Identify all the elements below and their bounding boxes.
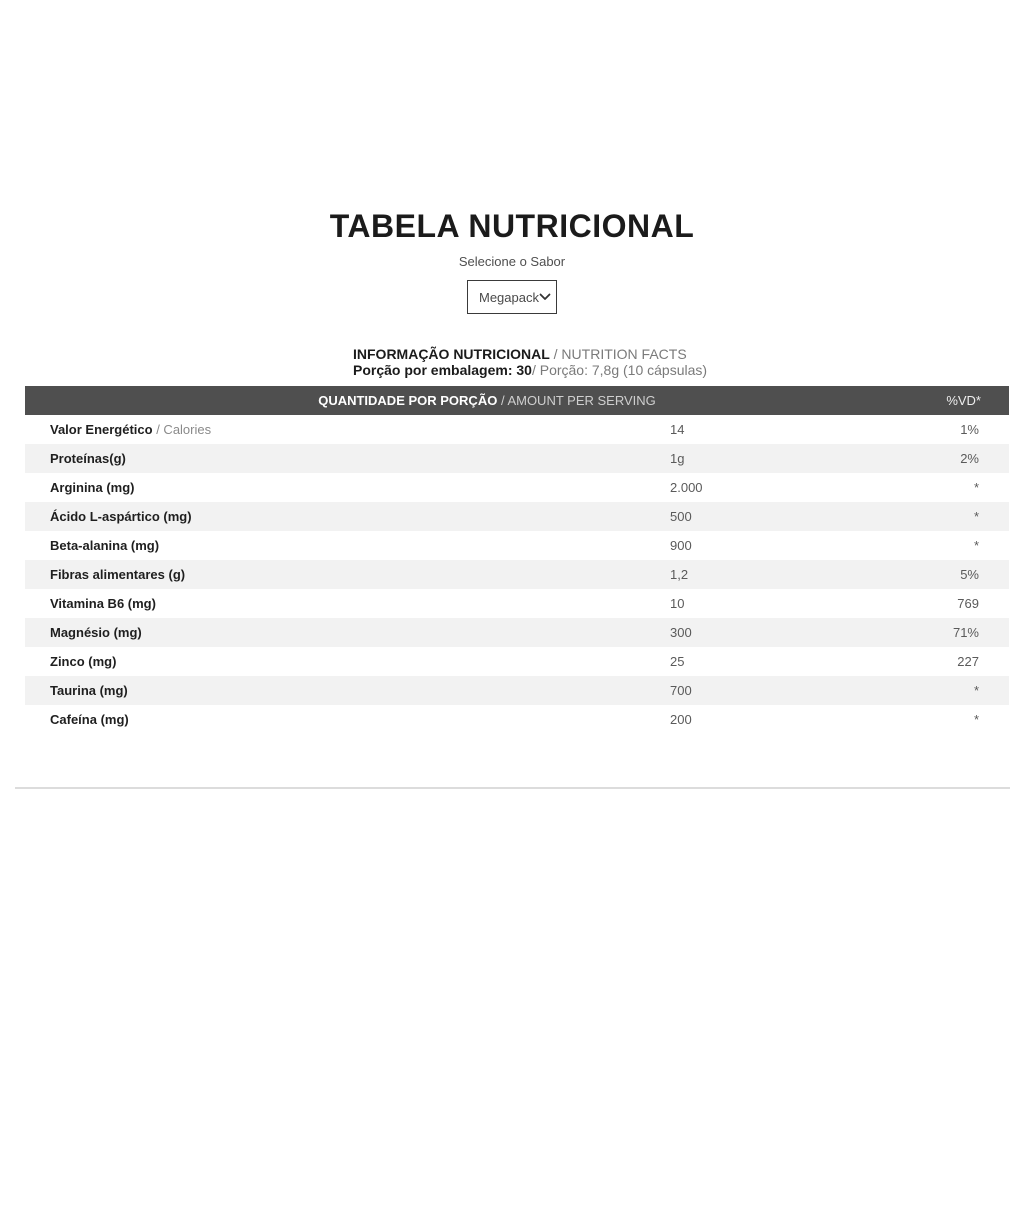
table-row [25, 473, 1009, 502]
nutrition-content [25, 346, 1009, 734]
nutrient-label-cell [25, 509, 670, 524]
nutrient-name: Valor Energético [50, 422, 153, 437]
nutrient-amount: 25 [670, 654, 685, 669]
nutrient-vd: 769 [957, 596, 979, 611]
nutrient-amount: 700 [670, 683, 692, 698]
nutrition-info-heading [353, 346, 1009, 378]
nutrient-name: Taurina (mg) [50, 683, 128, 698]
table-row [25, 415, 1009, 444]
nutrient-name-en: / Calories [152, 422, 212, 437]
nutrient-vd: * [973, 712, 979, 727]
nutrient-vd: 1% [960, 422, 979, 437]
nutrient-name: Ácido L-aspártico (mg) [50, 509, 192, 524]
info-serving-size: / Porção: 7,8g (10 cápsulas) [531, 362, 708, 378]
nutrient-label-cell [25, 654, 670, 669]
table-row [25, 502, 1009, 531]
table-row [25, 618, 1009, 647]
table-row [25, 647, 1009, 676]
nutrient-amount: 1g [670, 451, 685, 466]
info-serving-count: Porção por embalagem: 30 [353, 362, 532, 378]
nutrient-amount: 1,2 [670, 567, 689, 582]
info-title-pt: INFORMAÇÃO NUTRICIONAL [353, 346, 550, 362]
table-row [25, 560, 1009, 589]
nutrient-name: Proteínas(g) [50, 451, 126, 466]
nutrient-vd: * [973, 683, 979, 698]
table-header-title [25, 386, 949, 415]
nutrient-amount: 900 [670, 538, 692, 553]
nutrient-label-cell [25, 451, 670, 466]
nutrient-vd: 71% [952, 625, 979, 640]
info-title-en: / NUTRITION FACTS [549, 346, 687, 362]
bottom-divider [15, 787, 1010, 789]
table-row [25, 705, 1009, 734]
nutrient-amount: 300 [670, 625, 692, 640]
table-row [25, 444, 1009, 473]
nutrient-amount: 14 [670, 422, 685, 437]
nutrient-vd: 227 [957, 654, 979, 669]
nutrient-amount: 200 [670, 712, 692, 727]
flavor-dropdown-value: Megapack [479, 289, 539, 305]
info-line-title [353, 346, 1009, 362]
nutrient-amount: 500 [670, 509, 692, 524]
flavor-dropdown[interactable] [467, 280, 557, 314]
nutrient-vd: 5% [960, 567, 979, 582]
nutrient-vd: * [973, 509, 979, 524]
nutrient-label-cell [25, 480, 670, 495]
table-header-title-pt: QUANTIDADE POR PORÇÃO [318, 393, 498, 408]
nutrient-name: Vitamina B6 (mg) [50, 596, 156, 611]
nutrient-label-cell [25, 683, 670, 698]
nutrition-table [25, 386, 1009, 734]
flavor-select-label: Selecione o Sabor [458, 254, 566, 269]
table-body [25, 415, 1009, 734]
nutrient-name: Fibras alimentares (g) [50, 567, 186, 582]
info-line-serving [353, 362, 1009, 378]
nutrient-name: Arginina (mg) [50, 480, 135, 495]
nutrient-name: Zinco (mg) [50, 654, 117, 669]
nutrient-vd: * [973, 480, 979, 495]
table-row [25, 676, 1009, 705]
table-header-vd: %VD* [946, 393, 981, 408]
nutrient-amount: 2.000 [670, 480, 703, 495]
nutrient-label-cell [25, 538, 670, 553]
nutrient-label-cell [25, 712, 670, 727]
nutrient-name: Cafeína (mg) [50, 712, 129, 727]
nutrient-amount: 10 [670, 596, 685, 611]
nutrient-label-cell [25, 625, 670, 640]
nutrient-label-cell [25, 596, 670, 611]
table-row [25, 589, 1009, 618]
table-header-title-en: / AMOUNT PER SERVING [497, 393, 656, 408]
page-title: TABELA NUTRICIONAL [329, 208, 695, 244]
chevron-down-icon [539, 293, 551, 301]
nutrient-label-cell [25, 422, 670, 437]
table-header-bar [25, 386, 1009, 415]
nutrition-page [0, 208, 1024, 789]
nutrient-label-cell [25, 567, 670, 582]
nutrient-name: Magnésio (mg) [50, 625, 142, 640]
nutrient-vd: 2% [960, 451, 979, 466]
table-row [25, 531, 1009, 560]
nutrient-vd: * [973, 538, 979, 553]
nutrient-name: Beta-alanina (mg) [50, 538, 160, 553]
